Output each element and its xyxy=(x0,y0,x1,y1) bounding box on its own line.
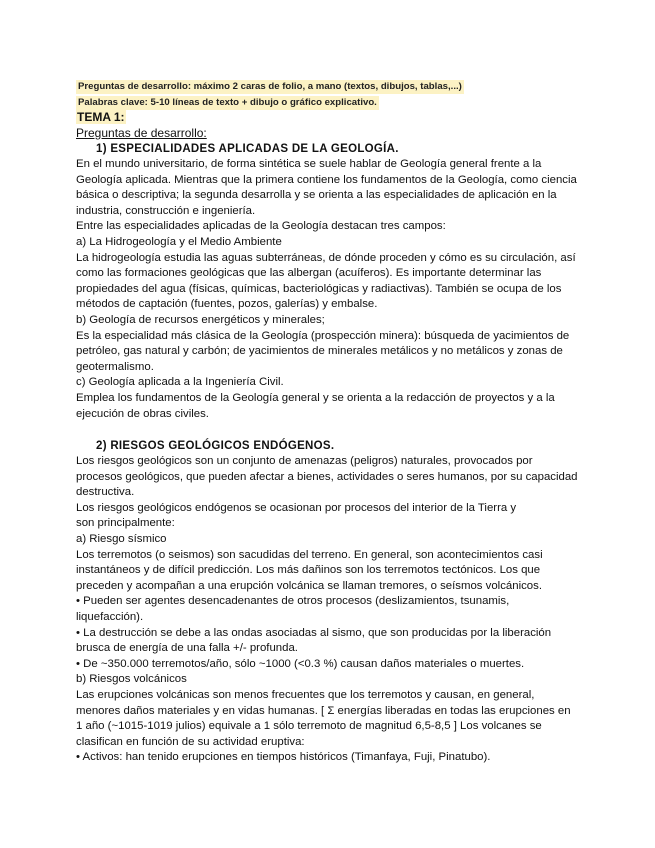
paragraph: Entre las especialidades aplicadas de la Geología destacan tres campos: xyxy=(76,220,446,233)
paragraph: Los terremotos (o seismos) son sacudidas del terreno. En general, son acontecimientos casi instantáneos y de difícil predicción. Los más dañinos son los terremotos tectónicos. Los que preceden y acompañan a una erupción volcánica se llaman tremores, o seísmos volcánicos. xyxy=(76,548,543,592)
paragraph: Los riesgos geológicos son un conjunto de amenazas (peligros) naturales, provocados por procesos geológicos, que pueden afectar a bienes, actividades o seres humanos, por su capacidad destructiva. xyxy=(76,455,578,499)
paragraph: a) Riesgo sísmico xyxy=(76,533,167,546)
paragraph: La hidrogeología estudia las aguas subterráneas, de dónde proceden y cómo es su circulación, así como las formaciones geológicas que las albergan (acuíferos). Es importante determinar las propiedades del agua (físicas, químicas, bacteriológicas y radiactivas). También se ocupa de los métodos de captación (fuentes, pozos, galerías) y embalse. xyxy=(76,251,576,311)
paragraph: Las erupciones volcánicas son menos frecuentes que los terremotos y causan, en general, menores daños materiales y en vidas humanas. [ Σ energías liberadas en todas las erupciones en 1 año (~1015-1019 julios) equivale a 1 sólo terremoto de magnitud 6,5-8,5 ] Los volcanes se clasifican en función de su actividad eruptiva: xyxy=(76,689,571,748)
paragraph: Los riesgos geológicos endógenos se ocasionan por procesos del interior de la Tierra y xyxy=(76,501,517,514)
spacer xyxy=(76,422,579,438)
subtitle: Preguntas de desarrollo: xyxy=(76,126,207,140)
bullet-item: • Activos: han tenido erupciones en tiempos históricos (Timanfaya, Fuji, Pinatubo). xyxy=(76,751,491,764)
paragraph: En el mundo universitario, de forma sintética se suele hablar de Geología general frente a la Geología aplicada. Mientras que la primera contiene los fundamentos de la Geología, como ciencia básica o descriptiva; la segunda desarrolla y se orienta a las especialidades de aplicación en la industria, construcción e ingeniería. xyxy=(76,158,577,217)
tema-title: TEMA 1: xyxy=(77,110,125,124)
paragraph: a) La Hidrogeología y el Medio Ambiente xyxy=(76,235,282,248)
note-line-2 xyxy=(76,92,579,108)
paragraph: c) Geología aplicada a la Ingeniería Civil. xyxy=(76,376,284,389)
section-heading-2: 2) RIESGOS GEOLÓGICOS ENDÓGENOS. xyxy=(96,440,335,453)
paragraph: b) Geología de recursos energéticos y minerales; xyxy=(76,313,325,326)
paragraph: b) Riesgos volcánicos xyxy=(76,673,187,686)
paragraph: Emplea los fundamentos de la Geología general y se orienta a la redacción de proyectos y a la ejecución de obras civiles. xyxy=(76,391,555,420)
paragraph: Es la especialidad más clásica de la Geología (prospección minera): búsqueda de yacimientos de petróleo, gas natural y carbón; de yacimientos de minerales metálicos y no metálicos y zonas de geotermalismo. xyxy=(76,329,570,373)
highlighted-note: Preguntas de desarrollo: máximo 2 caras de folio, a mano (textos, dibujos, tablas,...) xyxy=(78,81,462,92)
bullet-item: • Pueden ser agentes desencadenantes de otros procesos (deslizamientos, tsunamis, liquefacción). xyxy=(76,595,510,624)
section-heading-1: 1) ESPECIALIDADES APLICADAS DE LA GEOLOGÍA. xyxy=(96,143,399,155)
paragraph: son principalmente: xyxy=(76,517,175,530)
bullet-item: • La destrucción se debe a las ondas asociadas al sismo, que son producidas por la liberación brusca de energía de una falla +/- profunda. xyxy=(76,626,552,655)
note-line-1 xyxy=(76,76,579,92)
tema-line xyxy=(76,108,579,126)
bullet-item: • De ~350.000 terremotos/año, sólo ~1000 (<0.3 %) causan daños materiales o muertes. xyxy=(76,657,525,670)
highlighted-note: Palabras clave: 5-10 líneas de texto + dibujo o gráfico explicativo. xyxy=(78,97,377,108)
